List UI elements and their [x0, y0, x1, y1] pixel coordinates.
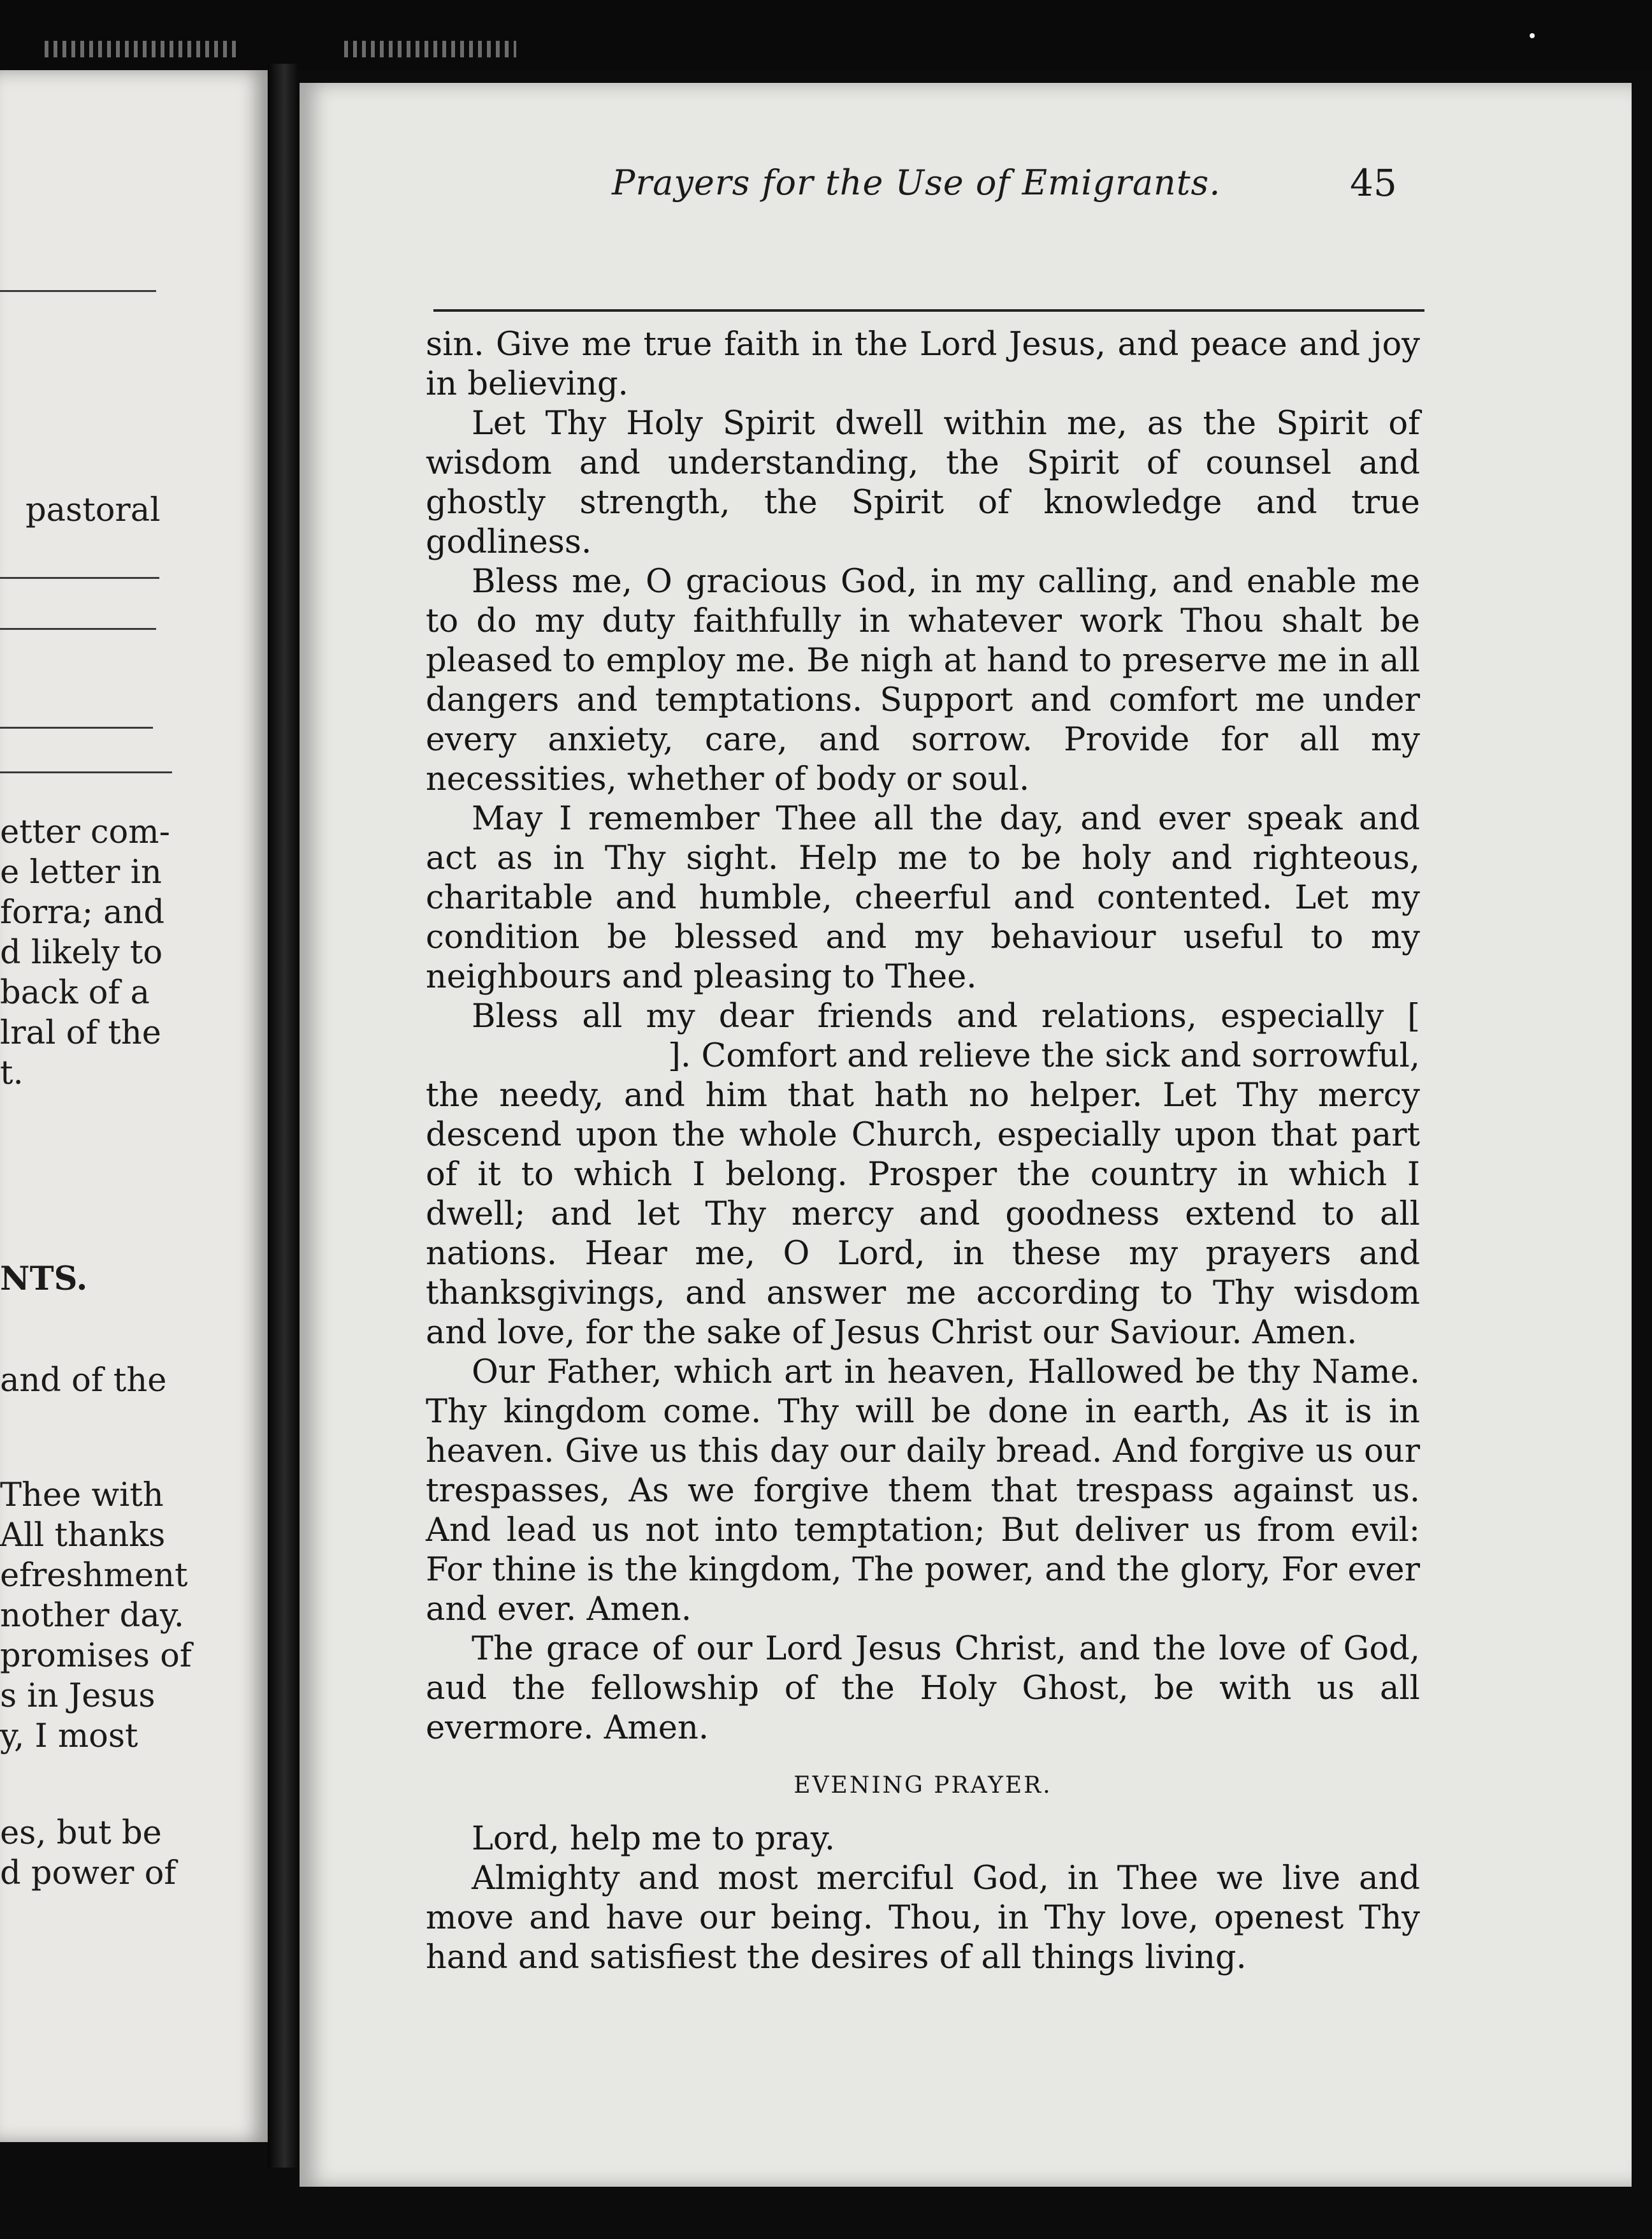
left-page	[0, 70, 268, 2142]
left-fragment: forra; and	[0, 894, 165, 931]
lords-prayer: Our Father, which art in heaven, Hallowed be thy Name. Thy kingdom come. Thy will be done in earth, As it is in heaven. Give us this day our daily bread. And forgive us our trespasses, As we forgive them that trespass against us. And lead us not into temptation; But deliver us from evil: For thine is the kingdom, The power, and the glory, For ever and ever. Amen.	[426, 1353, 1420, 1628]
left-fragment: t.	[0, 1054, 24, 1092]
running-head: Prayers for the Use of Emigrants.	[612, 163, 1221, 203]
left-fragment: and of the	[0, 1362, 167, 1399]
left-page-rule	[0, 577, 159, 579]
header-rule	[433, 309, 1424, 312]
page-number: 45	[1350, 161, 1397, 205]
left-fragment: s in Jesus	[0, 1677, 156, 1715]
left-fragment: e letter in	[0, 854, 162, 891]
scan-noise-left	[45, 41, 236, 57]
paragraph-friends	[426, 997, 1420, 1353]
left-fragment: pastoral	[25, 492, 161, 529]
left-fragment: Thee with	[0, 1477, 164, 1514]
left-fragment: d power of	[0, 1855, 177, 1892]
scan-top-border	[0, 0, 1652, 70]
friends-text-end: ]. Comfort and relieve the sick and sorrowful, the needy, and him that hath no helper. Let Thy mercy descend upon the whole Church, especially upon that part of it to which I belong. Prosper the country in which I dwell; and let Thy mercy and goodness extend to all nations. Hear me, O Lord, in these my prayers and thanksgivings, and answer me according to Thy wisdom and love, for the sake of Jesus Christ our Saviour. Amen.	[426, 1037, 1420, 1352]
book-gutter	[268, 64, 298, 2168]
paragraph: Bless me, O gracious God, in my calling, and enable me to do my duty faithfully in whatever work Thou shalt be pleased to employ me. Be nigh at hand to preserve me in all dangers and temptations. Support and comfort me under every anxiety, care, and sorrow. Provide for all my necessities, whether of body or soul.	[426, 563, 1420, 798]
left-fragment: back of a	[0, 974, 150, 1012]
paragraph: Lord, help me to pray.	[472, 1820, 836, 1858]
left-fragment: efreshment	[0, 1557, 188, 1594]
left-fragment-heading: NTS.	[0, 1260, 88, 1298]
left-fragment: promises of	[0, 1637, 192, 1675]
left-page-rule	[0, 290, 156, 292]
left-page-rule	[0, 771, 172, 773]
scan-noise-right	[344, 41, 516, 57]
left-fragment: y, I most	[0, 1718, 138, 1755]
left-fragment: lral of the	[0, 1014, 161, 1052]
left-fragment: d likely to	[0, 934, 163, 972]
left-page-rule	[0, 628, 156, 630]
friends-text-start: Bless all my dear friends and relations, especially [	[472, 998, 1420, 1035]
paragraph: sin. Give me true faith in the Lord Jesus, and peace and joy in believing.	[426, 326, 1420, 403]
body-text	[426, 325, 1420, 1978]
section-heading: EVENING PRAYER.	[793, 1772, 1052, 1798]
left-fragment: etter com-	[0, 813, 170, 851]
left-fragment: es, but be	[0, 1814, 162, 1852]
paragraph: Almighty and most merciful God, in Thee we live and move and have our being. Thou, in Thy love, openest Thy hand and satisfiest the desires of all things living.	[426, 1860, 1420, 1976]
left-fragment: All thanks	[0, 1517, 166, 1554]
scan-speck	[1530, 33, 1535, 38]
left-page-rule	[0, 727, 153, 729]
paragraph: May I remember Thee all the day, and ever speak and act as in Thy sight. Help me to be holy and righteous, charitable and humble, cheerful and contented. Let my condition be blessed and my behaviour useful to my neighbours and pleasing to Thee.	[426, 800, 1420, 996]
paragraph: Let Thy Holy Spirit dwell within me, as the Spirit of wisdom and understanding, the Spirit of counsel and ghostly strength, the Spirit of knowledge and true godliness.	[426, 405, 1420, 561]
left-fragment: nother day.	[0, 1597, 184, 1635]
grace: The grace of our Lord Jesus Christ, and the love of God, aud the fellowship of the Holy Ghost, be with us all evermore. Amen.	[426, 1630, 1420, 1747]
